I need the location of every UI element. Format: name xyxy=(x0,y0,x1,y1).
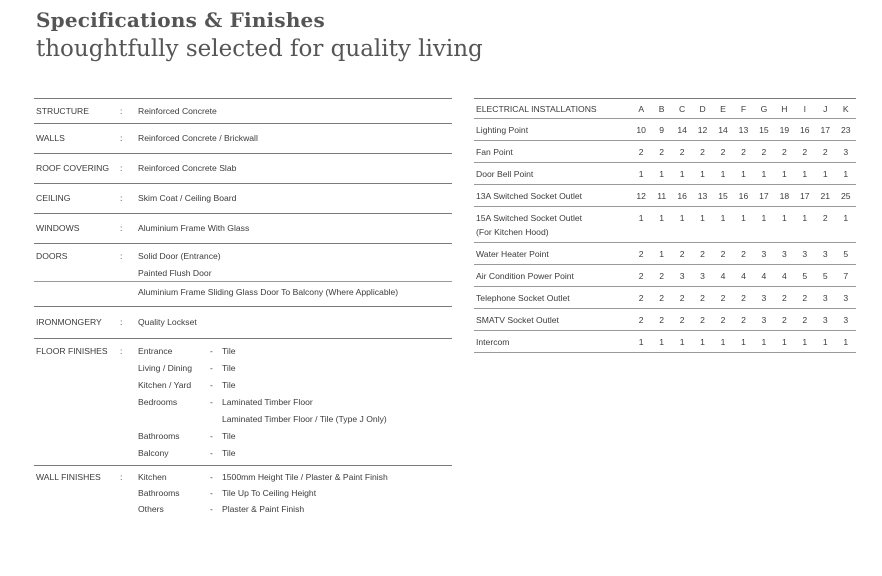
type-header: D xyxy=(699,104,706,114)
installation-count: 2 xyxy=(700,249,705,259)
spec-doors xyxy=(34,244,452,307)
installation-count: 1 xyxy=(843,337,849,347)
type-header: A xyxy=(638,104,645,114)
installation-count: 17 xyxy=(800,191,810,201)
finish-value: Tile xyxy=(222,362,236,373)
installation-count: 19 xyxy=(779,125,790,135)
spec-value: Aluminium Frame Sliding Glass Door To Balcony (Where Applicable) xyxy=(138,287,399,297)
installation-count: 2 xyxy=(802,293,808,303)
installation-count: 3 xyxy=(843,147,849,157)
finish-value: Plaster & Paint Finish xyxy=(222,504,305,514)
finish-dash: - xyxy=(210,430,213,441)
installation-count: 2 xyxy=(700,147,705,157)
spec-colon: : xyxy=(120,105,123,116)
finish-value: Tile xyxy=(222,447,236,458)
installation-name-line: Intercom xyxy=(476,337,510,347)
installation-name-line: Door Bell Point xyxy=(476,169,534,179)
installation-count: 16 xyxy=(800,125,810,135)
table-row xyxy=(474,207,856,243)
table-row xyxy=(474,265,856,287)
installation-name-line: Water Heater Point xyxy=(476,249,549,259)
specifications-list xyxy=(34,98,452,521)
spec-label: WALL FINISHES xyxy=(36,472,101,482)
installation-count: 1 xyxy=(761,213,767,223)
finish-value: Tile xyxy=(222,430,236,441)
installation-count: 14 xyxy=(718,125,728,135)
spec-colon: : xyxy=(120,317,123,327)
electrical-rows xyxy=(474,119,856,353)
finish-dash: - xyxy=(210,488,213,498)
spec-colon: : xyxy=(120,472,123,482)
spec-colon: : xyxy=(120,250,123,261)
installation-count: 25 xyxy=(840,191,851,201)
finish-value: Laminated Timber Floor / Tile (Type J Only) xyxy=(222,413,387,424)
installation-count: 16 xyxy=(677,191,687,201)
finish-value: 1500mm Height Tile / Plaster & Paint Finish xyxy=(222,472,388,482)
spec-floor-finishes xyxy=(34,339,452,466)
installation-count: 1 xyxy=(700,169,705,179)
finish-value: Tile xyxy=(222,379,236,390)
spec-value: Skim Coat / Ceiling Board xyxy=(138,193,237,203)
installation-count: 15 xyxy=(718,191,728,201)
installation-count: 1 xyxy=(720,337,726,347)
finish-dash: - xyxy=(210,472,213,482)
spec-label: FLOOR FINISHES xyxy=(36,345,108,356)
installation-name-line: Fan Point xyxy=(476,147,513,157)
type-header: F xyxy=(740,104,747,114)
installation-count: 2 xyxy=(638,271,644,281)
installation-count: 1 xyxy=(741,337,746,347)
installation-count: 1 xyxy=(659,337,665,347)
installation-count: 1 xyxy=(700,213,705,223)
installation-count: 1 xyxy=(781,213,787,223)
spec-walls xyxy=(34,124,452,154)
spec-label: WINDOWS xyxy=(36,223,80,233)
installation-count: 1 xyxy=(843,169,849,179)
installation-count: 3 xyxy=(761,315,767,325)
installation-count: 1 xyxy=(638,169,644,179)
installation-count: 2 xyxy=(761,147,767,157)
installation-count: 14 xyxy=(677,125,687,135)
spec-ironmongery xyxy=(34,307,452,339)
installation-count: 1 xyxy=(741,169,746,179)
installation-count: 2 xyxy=(679,249,685,259)
spec-value: Quality Lockset xyxy=(138,317,197,327)
installation-count: 9 xyxy=(659,125,665,135)
electrical-title: ELECTRICAL INSTALLATIONS xyxy=(476,104,597,114)
finish-value: Tile Up To Ceiling Height xyxy=(222,488,317,498)
finish-dash: - xyxy=(210,504,213,514)
installation-count: 1 xyxy=(659,213,665,223)
table-row xyxy=(474,163,856,185)
installation-count: 1 xyxy=(679,213,685,223)
installation-count: 15 xyxy=(759,125,769,135)
finish-area: Kitchen / Yard xyxy=(138,379,192,390)
installation-count: 2 xyxy=(822,147,828,157)
installation-name xyxy=(474,269,631,283)
table-row xyxy=(474,185,856,207)
spec-colon: : xyxy=(120,193,123,203)
installation-name-line: Lighting Point xyxy=(476,125,529,135)
installation-count: 2 xyxy=(659,147,665,157)
installation-count: 12 xyxy=(636,191,646,201)
installation-count: 4 xyxy=(761,271,767,281)
installation-count: 1 xyxy=(781,169,787,179)
installation-count: 2 xyxy=(802,315,808,325)
installation-count: 2 xyxy=(638,249,644,259)
installation-count: 1 xyxy=(720,169,726,179)
type-header: G xyxy=(760,104,768,114)
spec-roof-covering xyxy=(34,154,452,184)
installation-count: 23 xyxy=(840,125,851,135)
installation-name xyxy=(474,335,631,349)
electrical-installations-table xyxy=(474,98,856,353)
installation-count: 5 xyxy=(822,271,828,281)
installation-count: 1 xyxy=(761,337,767,347)
installation-count: 4 xyxy=(720,271,726,281)
installation-count: 3 xyxy=(781,249,787,259)
spec-label: IRONMONGERY xyxy=(36,317,102,327)
installation-count: 2 xyxy=(781,315,787,325)
installation-count: 1 xyxy=(720,213,726,223)
spec-wall-finishes xyxy=(34,466,452,521)
installation-count: 2 xyxy=(638,293,644,303)
spec-label: ROOF COVERING xyxy=(36,163,110,173)
spec-colon: : xyxy=(120,223,123,233)
spec-windows xyxy=(34,214,452,244)
installation-count: 2 xyxy=(781,147,787,157)
finish-area: Bathrooms xyxy=(138,430,180,441)
electrical-header-row xyxy=(474,99,856,119)
installation-count: 3 xyxy=(843,293,849,303)
type-header: E xyxy=(720,104,726,114)
finish-dash: - xyxy=(210,362,213,373)
spec-colon: : xyxy=(120,133,123,143)
spec-ceiling xyxy=(34,184,452,214)
spec-structure xyxy=(34,99,452,124)
installation-count: 3 xyxy=(822,249,828,259)
installation-count: 2 xyxy=(679,147,685,157)
installation-count: 2 xyxy=(659,315,665,325)
spec-value: Painted Flush Door xyxy=(138,267,212,278)
installation-count: 2 xyxy=(659,271,665,281)
installation-count: 4 xyxy=(781,271,787,281)
installation-name-line: 13A Switched Socket Outlet xyxy=(476,191,583,201)
finish-dash: - xyxy=(210,447,213,458)
installation-count: 1 xyxy=(638,213,644,223)
installation-count: 2 xyxy=(720,249,726,259)
spec-value: Reinforced Concrete Slab xyxy=(138,163,237,173)
installation-count: 2 xyxy=(700,293,705,303)
installation-name xyxy=(474,123,631,137)
installation-name xyxy=(474,247,631,261)
installation-count: 2 xyxy=(720,147,726,157)
spec-value: Reinforced Concrete xyxy=(138,105,217,116)
installation-count: 1 xyxy=(659,249,665,259)
spec-label: STRUCTURE xyxy=(36,105,89,116)
installation-count: 2 xyxy=(638,315,644,325)
installation-count: 1 xyxy=(659,169,665,179)
page-title: Specifications & Finishes xyxy=(36,8,325,32)
installation-count: 1 xyxy=(638,337,644,347)
installation-count: 3 xyxy=(843,315,849,325)
finish-value: Tile xyxy=(222,345,236,356)
finish-dash: - xyxy=(210,379,213,390)
installation-count: 1 xyxy=(822,169,828,179)
installation-count: 1 xyxy=(781,337,787,347)
installation-count: 17 xyxy=(759,191,769,201)
installation-count: 1 xyxy=(802,169,808,179)
installation-count: 3 xyxy=(761,293,767,303)
finish-area: Others xyxy=(138,504,164,514)
table-row xyxy=(474,141,856,163)
table-row xyxy=(474,309,856,331)
finish-area: Bathrooms xyxy=(138,488,180,498)
installation-count: 18 xyxy=(779,191,790,201)
spec-colon: : xyxy=(120,163,123,173)
installation-name xyxy=(474,211,631,239)
installation-count: 2 xyxy=(802,147,808,157)
spec-value: Reinforced Concrete / Brickwall xyxy=(138,133,258,143)
installation-count: 16 xyxy=(738,191,749,201)
installation-name-line: 15A Switched Socket Outlet xyxy=(476,213,583,223)
finish-area: Bedrooms xyxy=(138,396,178,407)
installation-count: 4 xyxy=(741,271,746,281)
type-header: B xyxy=(658,104,665,114)
spec-value: Solid Door (Entrance) xyxy=(138,250,221,261)
installation-count: 5 xyxy=(802,271,808,281)
installation-count: 3 xyxy=(761,249,767,259)
installation-count: 1 xyxy=(822,337,828,347)
installation-count: 2 xyxy=(679,293,685,303)
finish-value: Laminated Timber Floor xyxy=(222,396,313,407)
installation-count: 2 xyxy=(720,315,726,325)
type-header: J xyxy=(823,104,828,114)
finish-dash: - xyxy=(210,396,213,407)
installation-name-note: (For Kitchen Hood) xyxy=(476,227,549,237)
installation-count: 1 xyxy=(802,337,808,347)
finish-area: Kitchen xyxy=(138,472,167,482)
table-row xyxy=(474,243,856,265)
installation-name-line: Air Condition Power Point xyxy=(476,271,574,281)
installation-count: 1 xyxy=(802,213,808,223)
installation-count: 3 xyxy=(822,293,828,303)
installation-count: 11 xyxy=(657,191,667,201)
table-row xyxy=(474,331,856,353)
spec-colon: : xyxy=(120,345,123,356)
installation-name xyxy=(474,313,631,327)
installation-count: 2 xyxy=(659,293,665,303)
finish-area: Entrance xyxy=(138,345,173,356)
installation-count: 2 xyxy=(700,315,705,325)
installation-name xyxy=(474,145,631,159)
installation-count: 3 xyxy=(700,271,705,281)
installation-name xyxy=(474,291,631,305)
installation-count: 2 xyxy=(781,293,787,303)
installation-count: 12 xyxy=(697,125,708,135)
installation-count: 3 xyxy=(822,315,828,325)
installation-count: 21 xyxy=(820,191,831,201)
spec-label: WALLS xyxy=(36,133,65,143)
installation-count: 2 xyxy=(679,315,685,325)
installation-count: 10 xyxy=(636,125,646,135)
installation-name-line: Telephone Socket Outlet xyxy=(476,293,570,303)
installation-count: 2 xyxy=(741,315,746,325)
spec-value: Aluminium Frame With Glass xyxy=(138,223,250,233)
finish-area: Balcony xyxy=(138,447,169,458)
installation-name xyxy=(474,167,631,181)
installation-count: 17 xyxy=(820,125,831,135)
installation-count: 1 xyxy=(843,213,849,223)
installation-name-line: SMATV Socket Outlet xyxy=(476,315,559,325)
installation-count: 3 xyxy=(802,249,808,259)
spec-label: DOORS xyxy=(36,250,68,261)
installation-count: 2 xyxy=(741,147,746,157)
table-row xyxy=(474,287,856,309)
installation-name xyxy=(474,189,631,203)
table-row xyxy=(474,119,856,141)
spec-label: CEILING xyxy=(36,193,71,203)
installation-count: 2 xyxy=(720,293,726,303)
installation-count: 1 xyxy=(679,169,685,179)
installation-count: 1 xyxy=(679,337,685,347)
finish-area: Living / Dining xyxy=(138,362,192,373)
installation-count: 5 xyxy=(843,249,849,259)
installation-count: 2 xyxy=(638,147,644,157)
installation-count: 1 xyxy=(761,169,767,179)
type-header: C xyxy=(678,104,686,114)
type-header: I xyxy=(803,104,807,114)
installation-count: 13 xyxy=(738,125,749,135)
installation-count: 3 xyxy=(679,271,685,281)
page-subtitle: thoughtfully selected for quality living xyxy=(36,36,483,62)
finish-dash: - xyxy=(210,345,213,356)
installation-count: 1 xyxy=(700,337,705,347)
installation-count: 1 xyxy=(741,213,746,223)
installation-count: 7 xyxy=(843,271,849,281)
type-header: H xyxy=(781,104,788,114)
installation-count: 2 xyxy=(741,249,746,259)
type-header: K xyxy=(842,104,849,114)
installation-count: 13 xyxy=(697,191,708,201)
installation-count: 2 xyxy=(822,213,828,223)
installation-count: 2 xyxy=(741,293,746,303)
